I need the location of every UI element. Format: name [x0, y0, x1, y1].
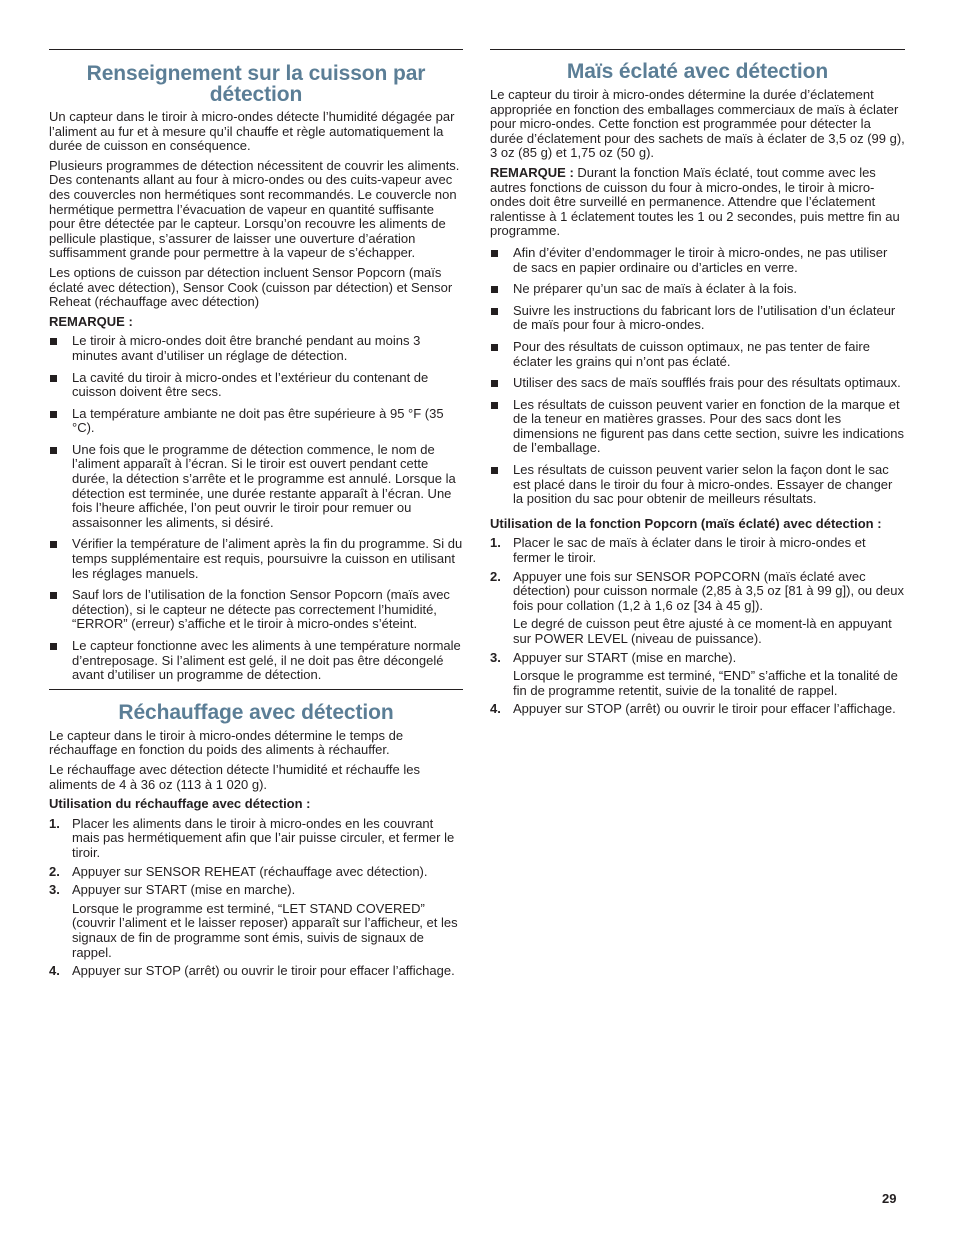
list-item: 2. Appuyer une fois sur SENSOR POPCORN (maïs éclaté avec détection) pour cuisson normale (2,85 à 3,5 oz [81 à 99 g]), ou deux fois pour collation (1,2 à 1,6 oz [34 à 45 g]). Le degré de cuisson peut être ajusté à ce moment-là en appuyant sur POWER LEVEL (niveau de puissance). — [490, 568, 904, 646]
list-item: Le tiroir à micro-ondes doit être branché pendant au moins 3 minutes avant d’utiliser un réglage de détection. — [49, 334, 463, 363]
list-item: Vérifier la température de l’aliment après la fin du programme. Si du temps supplémentaire est requis, poursuivre la cuisson en utilisant les réglages manuels. — [49, 537, 463, 581]
note-label: REMARQUE : — [49, 313, 133, 329]
reheat-paragraph-1: Le capteur dans le tiroir à micro-ondes détermine le temps de réchauffage en fonction du poids des aliments à réchauffer. — [49, 727, 404, 758]
page-number: 29 — [882, 1191, 897, 1206]
top-rule-left — [49, 49, 463, 50]
bullet-square-icon — [50, 643, 57, 650]
bullet-square-icon — [50, 447, 57, 454]
list-item: 3. Appuyer sur START (mise en marche). Lorsque le programme est terminé, “END” s’affiche et la tonalité de fin de programme retentit, suivie de la tonalité de rappel. — [490, 649, 898, 698]
bullet-square-icon — [50, 411, 57, 418]
reheat-paragraph-2: Le réchauffage avec détection détecte l’humidité et réchauffe les aliments de 4 à 36 oz (113 à 1 020 g). — [49, 761, 420, 792]
list-item: 1. Placer le sac de maïs à éclater dans le tiroir à micro-ondes et fermer le tiroir. — [490, 535, 866, 566]
popcorn-steps — [490, 536, 905, 717]
list-item: 4. Appuyer sur STOP (arrêt) ou ouvrir le tiroir pour effacer l’affichage. — [49, 963, 455, 979]
list-item: Pour des résultats de cuisson optimaux, ne pas tenter de faire éclater les grains qui n’ont pas éclaté. — [490, 340, 905, 369]
bullet-square-icon — [50, 375, 57, 382]
list-item: Afin d’éviter d’endommager le tiroir à micro-ondes, ne pas utiliser de sacs en papier ordinaire ou d’articles en verre. — [490, 246, 905, 275]
bullet-square-icon — [50, 338, 57, 345]
sensor-popcorn-heading: Maïs éclaté avec détection — [566, 60, 829, 83]
list-item: 2. Appuyer sur SENSOR REHEAT (réchauffage avec détection). — [49, 863, 428, 879]
left-column — [49, 49, 463, 983]
list-item: Ne préparer qu’un sac de maïs à éclater à la fois. — [490, 282, 905, 297]
list-item: 4. Appuyer sur STOP (arrêt) ou ouvrir le tiroir pour effacer l’affichage. — [490, 701, 896, 717]
popcorn-note: REMARQUE : Durant la fonction Maïs éclaté, tout comme avec les autres fonctions de cuisson du four à micro-ondes, le tiroir à micro-ondes doit être surveillé en permanence. Attendre que l’éclatement ralentisse à 1 éclatement toutes les 1 ou 2 secondes, puis mettre fin au programme. — [490, 164, 900, 239]
bullet-square-icon — [491, 308, 498, 315]
list-item: 3. Appuyer sur START (mise en marche). Lorsque le programme est terminé, “LET STAND COVERED” (couvrir l’aliment et le laisser reposer) apparaît sur l’afficheur, et les signaux de fin de programme sont émis, suivis de signaux de rappel. — [49, 882, 458, 960]
intro-paragraph-2: Plusieurs programmes de détection nécessitent de couvrir les aliments. Des contenants allant au four à micro-ondes ou des cuits-vapeur avec des couvercles non hermétiques sont recommandés. Le couvercle non hermétique permettra l’évacuation de vapeur en quantité suffisante pour être détectée par le capteur. Lorsqu’on recouvre les aliments de pellicule plastique, s’assurer de laisser une ouverture d’aération suffisamment grande pour permettre à la vapeur de s’échapper. — [49, 157, 460, 261]
list-item: La température ambiante ne doit pas être supérieure à 95 °F (35 °C). — [49, 407, 463, 436]
list-item: Une fois que le programme de détection commence, le nom de l’aliment apparaît à l’écran. Si le tiroir est ouvert pendant cette durée, la détection s’arrête et le programme est annulé. Lorsque la détection est terminée, une durée restante apparaît à l’écran. Une fois l’heure affichée, l’on peut ouvrir le tiroir pour remuer ou assaisonner les aliments, si désiré. — [49, 443, 463, 531]
list-item: 1. Placer les aliments dans le tiroir à micro-ondes en les couvrant mais pas hermétiquement afin que l’air puisse circuler, et fermer le tiroir. — [49, 815, 455, 860]
list-item: Les résultats de cuisson peuvent varier en fonction de la marque et de la teneur en matières grasses. Pour des sacs dont les dimensions ne figurent pas dans cette section, suivre les indications de l’emballage. — [490, 398, 905, 456]
sensor-cooking-heading: Renseignement sur la cuisson par détection — [86, 62, 426, 106]
bullet-square-icon — [50, 541, 57, 548]
bullet-square-icon — [491, 380, 498, 387]
intro-paragraph-1: Un capteur dans le tiroir à micro-ondes détecte l’humidité dégagée par l’aliment au fur et à mesure qu’il chauffe et règle automatiquement la durée de cuisson en conséquence. — [49, 109, 455, 154]
list-item: Les résultats de cuisson peuvent varier selon la façon dont le sac est placé dans le tiroir du four à micro-ondes. Essayer de changer la position du sac pour obtenir de meilleurs résultats. — [490, 463, 905, 507]
popcorn-tips-list — [490, 246, 905, 507]
bullet-square-icon — [491, 402, 498, 409]
popcorn-usage-label: Utilisation de la fonction Popcorn (maïs éclaté) avec détection : — [490, 515, 882, 531]
reheat-usage-label: Utilisation du réchauffage avec détection : — [49, 796, 311, 812]
right-column — [490, 49, 905, 721]
notes-list — [49, 334, 463, 682]
list-item: Le capteur fonctionne avec les aliments à une température normale d’entreposage. Si l’aliment est gelé, il ne doit pas être décongelé avant d’utiliser un programme de détection. — [49, 639, 463, 683]
bullet-square-icon — [491, 286, 498, 293]
intro-paragraph-3: Les options de cuisson par détection incluent Sensor Popcorn (maïs éclaté avec détection), Sensor Cook (cuisson par détection) et Sensor Reheat (réchauffage avec détection) — [49, 264, 453, 310]
reheat-steps — [49, 817, 463, 979]
list-item: La cavité du tiroir à micro-ondes et l’extérieur du contenant de cuisson doivent être secs. — [49, 371, 463, 400]
bullet-square-icon — [50, 592, 57, 599]
list-item: Sauf lors de l’utilisation de la fonction Sensor Popcorn (maïs avec détection), si le capteur ne détecte pas correctement l’humidité, “ERROR” (erreur) s’affiche et le tiroir à micro-ondes s’éteint. — [49, 588, 463, 632]
sensor-reheat-heading: Réchauffage avec détection — [118, 700, 394, 724]
list-item: Utiliser des sacs de maïs soufflés frais pour des résultats optimaux. — [490, 376, 905, 391]
bullet-square-icon — [491, 467, 498, 474]
bullet-square-icon — [491, 344, 498, 351]
popcorn-paragraph-1: Le capteur du tiroir à micro-ondes détermine la durée d’éclatement appropriée en fonction des emballages commerciaux de maïs à éclater pour micro-ondes. Cette fonction est programmée pour détecter la durée d’éclatement pour des sachets de maïs à éclater de 3,5 oz (99 g), 3 oz (85 g) et 1,75 oz (50 g). — [490, 87, 905, 161]
top-rule-right — [490, 49, 905, 50]
bullet-square-icon — [491, 250, 498, 257]
section-rule — [49, 689, 463, 690]
list-item: Suivre les instructions du fabricant lors de l’utilisation d’un éclateur de maïs pour four à micro-ondes. — [490, 304, 905, 333]
